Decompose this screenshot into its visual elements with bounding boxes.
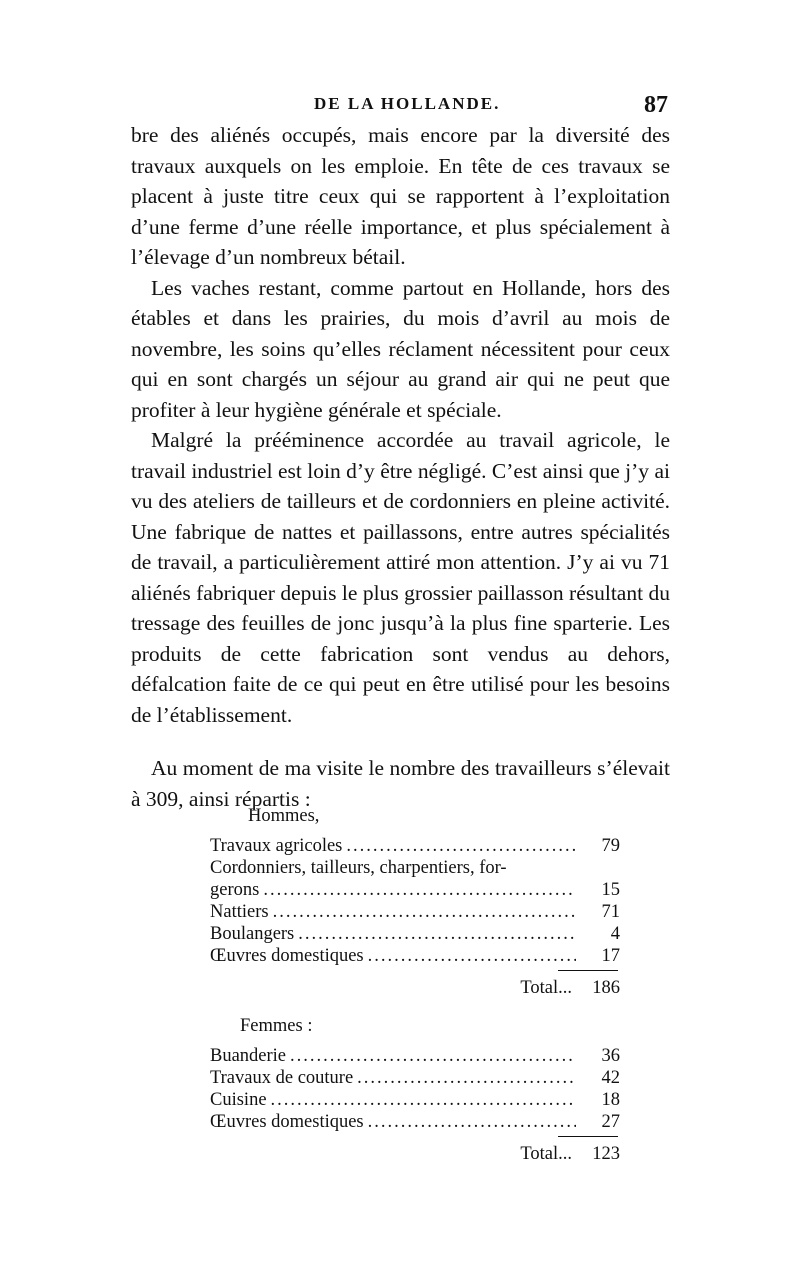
- row-label: Nattiers: [210, 902, 269, 922]
- row-label: Travaux agricoles: [210, 836, 343, 856]
- row-value: 42: [601, 1068, 620, 1088]
- table-row: [210, 879, 620, 901]
- total-value: 186: [592, 978, 620, 998]
- men-total-row: [210, 971, 620, 1005]
- row-label: Boulangers: [210, 924, 295, 944]
- row-label: Cuisine: [210, 1090, 267, 1110]
- row-value: 79: [601, 836, 620, 856]
- body-text: [131, 120, 670, 814]
- row-label: Œuvres domestiques: [210, 1112, 364, 1132]
- table-row: [210, 835, 620, 857]
- row-label-continuation: gerons: [210, 880, 260, 900]
- paragraph: Au moment de ma visite le nombre des travailleurs s’élevait à 309, ainsi répartis :: [131, 756, 670, 811]
- dot-leader: [271, 1089, 576, 1111]
- row-value: 17: [601, 946, 620, 966]
- table-row: [210, 945, 620, 967]
- total-label: Total...: [520, 1144, 572, 1164]
- row-label: Cordonniers, tailleurs, charpentiers, for-: [210, 858, 507, 878]
- row-value: 4: [610, 924, 620, 944]
- row-value: 27: [601, 1112, 620, 1132]
- dot-leader: [298, 923, 576, 945]
- table-row: [210, 923, 620, 945]
- dot-leader: [357, 1067, 576, 1089]
- table-row: [210, 1067, 620, 1089]
- row-value: 36: [601, 1046, 620, 1066]
- row-value: 18: [601, 1090, 620, 1110]
- men-heading: Hommes,: [248, 806, 320, 826]
- table-row: [210, 901, 620, 923]
- paragraph: Malgré la prééminence accordée au travail agricole, le travail industriel est loin d’y être négligé. C’est ainsi que j’y ai vu des ateliers de tailleurs et de cordonniers en pleine activité. Une fabrique de nattes et paillassons, entre autres spécialités de travail, a particulièrement attiré mon attention. J’y ai vu 71 aliénés fabriquer depuis le plus grossier paillasson résultant du tressage des feuilles de jonc jusqu’à la plus fine sparterie. Les produits de cette fabrication sont vendus au dehors, défalcation faite de ce qui peut en être utilisé pour les besoins de l’établissement.: [131, 428, 670, 727]
- dot-leader: [263, 879, 576, 901]
- dot-leader: [368, 945, 576, 967]
- table-row: [210, 1089, 620, 1111]
- women-total-row: [210, 1137, 620, 1171]
- paragraph: bre des aliénés occupés, mais encore par la diversité des travaux auxquels on les emploie. En tête de ces travaux se placent à juste titre ceux qui se rapportent à l’exploitation d’une ferme d’une réelle importance, et plus spécialement à l’élevage d’un nombreux bétail.: [131, 123, 670, 269]
- dot-leader: [368, 1111, 576, 1133]
- workers-table: [210, 805, 620, 1171]
- row-value: 71: [601, 902, 620, 922]
- row-label: Œuvres domestiques: [210, 946, 364, 966]
- table-row-first-line: [210, 857, 620, 879]
- total-value: 123: [592, 1144, 620, 1164]
- dot-leader: [290, 1045, 576, 1067]
- dot-leader: [346, 835, 576, 857]
- page-number: 87: [644, 92, 668, 118]
- row-value: 15: [601, 880, 620, 900]
- running-title: DE LA HOLLANDE.: [314, 94, 501, 113]
- table-row: [210, 1111, 620, 1133]
- women-heading: Femmes :: [240, 1016, 313, 1036]
- row-label: Travaux de couture: [210, 1068, 354, 1088]
- row-label: Buanderie: [210, 1046, 287, 1066]
- paragraph: Les vaches restant, comme partout en Hollande, hors des étables et dans les prairies, du mois d’avril au mois de novembre, les soins qu’elles réclament nécessitent pour ceux qui en sont chargés un séjour au grand air qui ne peut que profiter à leur hygiène générale et spéciale.: [131, 275, 670, 422]
- total-label: Total...: [520, 978, 572, 998]
- dot-leader: [273, 901, 576, 923]
- table-row: [210, 1045, 620, 1067]
- running-head: [128, 92, 668, 122]
